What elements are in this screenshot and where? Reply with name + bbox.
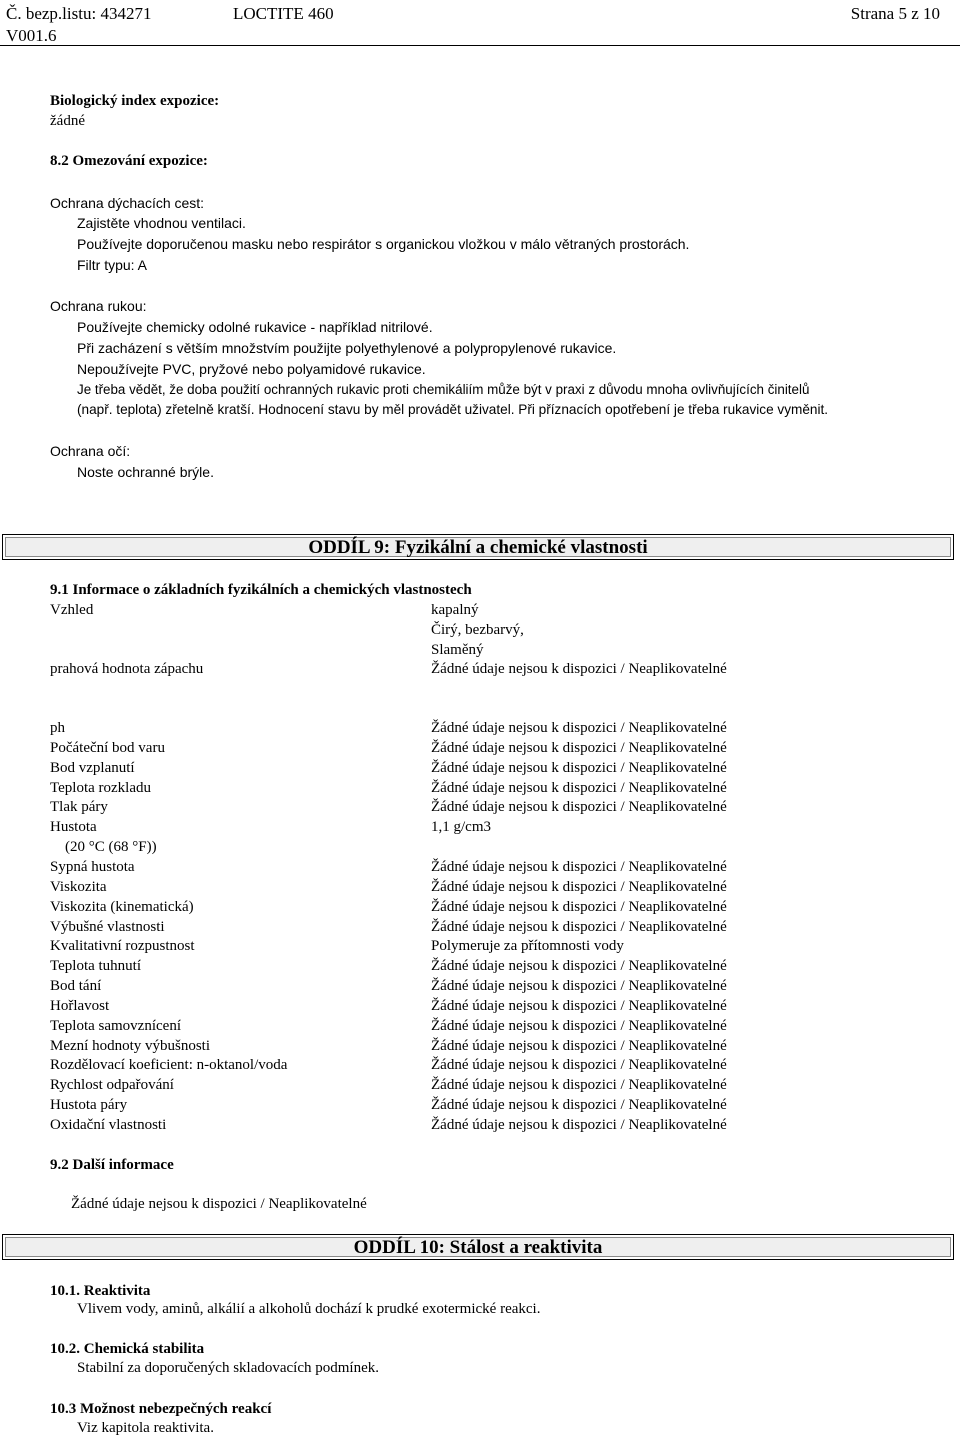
property-row (50, 778, 930, 798)
property-row (50, 718, 930, 738)
property-label: Hořlavost (50, 997, 110, 1014)
property-row (50, 917, 930, 937)
stability-text: Stabilní za doporučených skladovacích podmínek. (77, 1360, 379, 1376)
property-row (50, 857, 930, 877)
property-value: Žádné údaje nejsou k dispozici / Neaplikovatelné (431, 1077, 727, 1094)
property-row (50, 1036, 930, 1056)
property-row (50, 976, 930, 996)
property-row (50, 837, 930, 857)
section-10-banner (2, 1234, 954, 1260)
section-9-2-value: Žádné údaje nejsou k dispozici / Neaplikovatelné (71, 1196, 367, 1212)
property-label: Hustota páry (50, 1097, 128, 1114)
section-9-2-title: 9.2 Další informace (50, 1157, 174, 1173)
property-label: Hustota (50, 819, 97, 836)
property-row (50, 1055, 930, 1075)
section-10-title: ODDÍL 10: Stálost a reaktivita (353, 1237, 603, 1258)
bio-index-value: žádné (50, 113, 85, 129)
respiratory-label: Ochrana dýchacích cest: (50, 195, 205, 211)
bio-index-title: Biologický index expozice: (50, 93, 220, 109)
property-label: Sypná hustota (50, 858, 135, 875)
property-value: Žádné údaje nejsou k dispozici / Neaplikovatelné (431, 997, 727, 1014)
reactivity-text: Vlivem vody, aminů, alkálií a alkoholů dochází k prudké exotermické reakci. (77, 1301, 541, 1317)
reactivity-title: 10.1. Reaktivita (50, 1283, 151, 1299)
respiratory-line: Filtr typu: A (77, 257, 148, 273)
hands-line: Používejte chemicky odolné rukavice - například nitrilové. (77, 319, 433, 335)
property-label: Rychlost odpařování (50, 1077, 174, 1094)
hands-line: Je třeba vědět, že doba použití ochranných rukavic proti chemikáliím může být v praxi z důvodu mnoha ovlivňujících činitelů (77, 382, 810, 397)
property-value: Žádné údaje nejsou k dispozici / Neaplikovatelné (431, 720, 727, 736)
property-label: Oxidační vlastnosti (50, 1117, 167, 1133)
hands-line: Nepoužívejte PVC, pryžové nebo polyamidové rukavice. (77, 361, 426, 377)
property-row (50, 1075, 930, 1095)
property-value: Žádné údaje nejsou k dispozici / Neaplikovatelné (431, 978, 727, 995)
property-value: Žádné údaje nejsou k dispozici / Neaplikovatelné (431, 1037, 727, 1054)
property-value: Žádné údaje nejsou k dispozici / Neaplikovatelné (431, 1057, 727, 1074)
property-label: Viskozita (50, 878, 107, 895)
property-value: Žádné údaje nejsou k dispozici / Neaplikovatelné (431, 779, 727, 796)
property-label: ph (50, 720, 65, 736)
section-9-banner (2, 534, 954, 560)
property-label: Výbušné vlastnosti (50, 918, 165, 935)
property-value: Žádné údaje nejsou k dispozici / Neaplikovatelné (431, 898, 727, 915)
property-value: Polymeruje za přítomnosti vody (431, 938, 624, 955)
property-label: Bod vzplanutí (50, 759, 135, 776)
property-row (50, 936, 930, 956)
property-label: Mezní hodnoty výbušnosti (50, 1037, 210, 1054)
section-9-title: ODDÍL 9: Fyzikální a chemické vlastnosti (308, 537, 648, 558)
property-row (50, 1016, 930, 1036)
property-label: Bod tání (50, 978, 102, 995)
version: V001.6 (6, 26, 57, 45)
hazardous-reactions-text: Viz kapitola reaktivita. (77, 1420, 214, 1436)
property-value: Žádné údaje nejsou k dispozici / Neaplikovatelné (431, 958, 727, 975)
property-value: Žádné údaje nejsou k dispozici / Neaplikovatelné (431, 1117, 727, 1133)
eyes-line: Noste ochranné brýle. (77, 464, 214, 480)
respiratory-line: Používejte doporučenou masku nebo respirátor s organickou vložkou v málo větraných prostorách. (77, 236, 690, 252)
property-row (50, 897, 930, 917)
property-value: Žádné údaje nejsou k dispozici / Neaplikovatelné (431, 1017, 727, 1034)
property-value: Žádné údaje nejsou k dispozici / Neaplikovatelné (431, 1097, 727, 1114)
property-value: Žádné údaje nejsou k dispozici / Neaplikovatelné (431, 759, 727, 776)
hazardous-reactions-title: 10.3 Možnost nebezpečných reakcí (50, 1401, 272, 1417)
property-row (50, 1095, 930, 1115)
property-label: Teplota samovznícení (50, 1017, 181, 1034)
property-row (50, 956, 930, 976)
appearance-label: Vzhled (50, 602, 94, 618)
property-label: Teplota tuhnutí (50, 958, 142, 975)
section-9-1-title: 9.1 Informace o základních fyzikálních a chemických vlastnostech (50, 582, 472, 598)
property-row (50, 758, 930, 778)
property-value: Žádné údaje nejsou k dispozici / Neaplikovatelné (431, 739, 727, 756)
property-value: Žádné údaje nejsou k dispozici / Neaplikovatelné (431, 799, 727, 816)
odor-threshold-value: Žádné údaje nejsou k dispozici / Neaplikovatelné (431, 661, 727, 677)
property-label: (20 °C (68 °F)) (50, 839, 157, 856)
respiratory-line: Zajistěte vhodnou ventilaci. (77, 215, 246, 231)
property-value: Žádné údaje nejsou k dispozici / Neaplikovatelné (431, 878, 727, 895)
property-label: Počáteční bod varu (50, 739, 165, 756)
product-name: LOCTITE 460 (233, 4, 334, 23)
hands-line: Při zacházení s větším množstvím použijte polyethylenové a polypropylenové rukavice. (77, 340, 617, 356)
property-row (50, 1115, 930, 1135)
property-row (50, 738, 930, 758)
odor-threshold-label: prahová hodnota zápachu (50, 661, 204, 677)
sheet-number: Č. bezp.listu: 434271 (6, 4, 152, 23)
property-label: Teplota rozkladu (50, 779, 151, 796)
hands-label: Ochrana rukou: (50, 298, 147, 314)
property-row (50, 797, 930, 817)
appearance-value: Čirý, bezbarvý, (431, 622, 524, 638)
property-value: 1,1 g/cm3 (431, 819, 491, 836)
appearance-value: kapalný (431, 602, 479, 618)
eyes-label: Ochrana očí: (50, 443, 131, 459)
property-label: Viskozita (kinematická) (50, 898, 194, 915)
page-number: Strana 5 z 10 (850, 4, 940, 23)
page-header (0, 4, 960, 46)
property-value: Žádné údaje nejsou k dispozici / Neaplikovatelné (431, 918, 727, 935)
property-label: Rozdělovací koeficient: n-oktanol/voda (50, 1057, 288, 1074)
header-divider (0, 45, 960, 46)
property-label: Tlak páry (50, 799, 108, 816)
property-value: Žádné údaje nejsou k dispozici / Neaplikovatelné (431, 858, 727, 875)
hands-line: (např. teplota) zřetelně kratší. Hodnocení stavu by měl provádět uživatel. Při příznacích opotřebení je třeba rukavice vyměnit. (77, 402, 829, 417)
property-row (50, 996, 930, 1016)
appearance-value: Slaměný (431, 642, 484, 658)
exposure-title: 8.2 Omezování expozice: (50, 153, 208, 169)
property-label: Kvalitativní rozpustnost (50, 938, 195, 955)
property-row (50, 877, 930, 897)
property-row (50, 817, 930, 837)
stability-title: 10.2. Chemická stabilita (50, 1341, 205, 1357)
